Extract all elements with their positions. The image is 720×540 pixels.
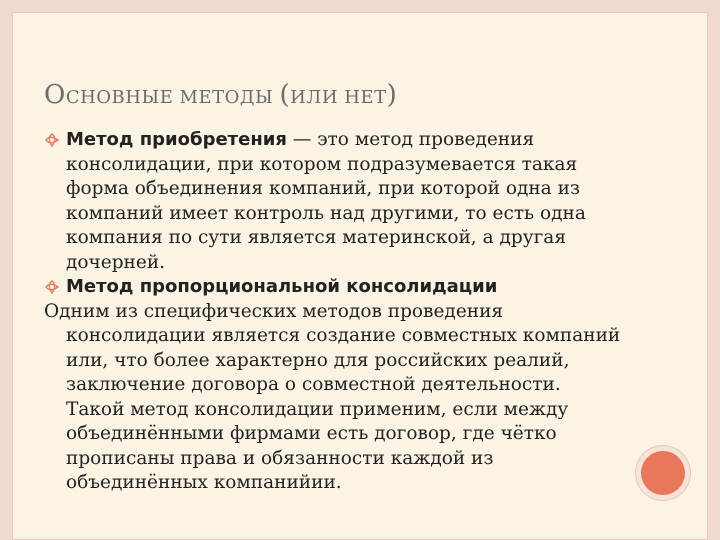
bullet-icon bbox=[44, 132, 60, 148]
proportional-method-term: Метод пропорциональной консолидации bbox=[66, 276, 498, 297]
bullet-item-acquisition bbox=[44, 128, 624, 275]
body-paragraph: Одним из специфических методов проведения консолидации является создание совместных компаний или, что более характерно для российских реалий, заключение договора о совместной деятельности. Такой метод консолидации применим, если между объединёнными фирмами есть договор, где чётко прописаны права и обязанности каждой из объединённых компанийии. bbox=[44, 300, 621, 493]
title-smallcaps-1: СНОВНЫЕ МЕТОДЫ bbox=[65, 87, 280, 108]
slide-title bbox=[44, 80, 397, 110]
acquisition-method-text: — это метод проведения консолидации, при котором подразумевается такая форма объединения компаний, при которой одна из компаний имеет контроль над другими, то есть одна компания по сути является материнской, а другая дочерней. bbox=[66, 129, 586, 273]
slide-content bbox=[44, 128, 624, 496]
title-smallcaps-2: ИЛИ НЕТ bbox=[290, 87, 387, 108]
decorative-circle bbox=[641, 451, 685, 495]
bullet-item-proportional bbox=[44, 275, 624, 300]
title-cap-3: ) bbox=[386, 80, 398, 110]
title-cap-1: О bbox=[44, 80, 66, 110]
title-cap-2: ( bbox=[279, 80, 291, 110]
bullet-icon bbox=[44, 279, 60, 295]
acquisition-method-term: Метод приобретения bbox=[66, 129, 287, 150]
